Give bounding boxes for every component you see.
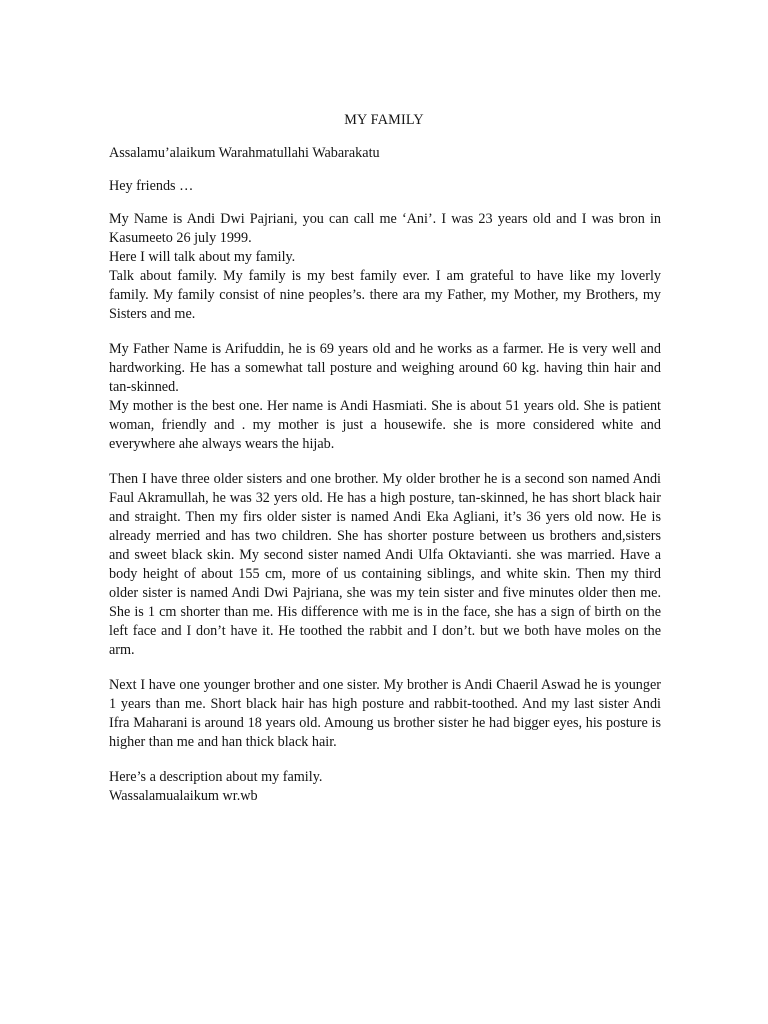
closing-paragraph: Here’s a description about my family. — [109, 769, 323, 785]
paragraph-gap — [109, 196, 661, 210]
paragraph-gap — [109, 454, 661, 470]
paragraph-gap — [109, 660, 661, 676]
intro-paragraph: My Name is Andi Dwi Pajriani, you can call me ‘Ani’. I was 23 years old and I was bron in Kasumeeto 26 july 1999. — [109, 211, 661, 246]
document-title: MY FAMILY — [344, 112, 424, 128]
mother-paragraph: My mother is the best one. Her name is Andi Hasmiati. She is about 51 years old. She is patient woman, friendly and . my mother is just a housewife. she is more considered white and everywhere ahe always wears the hijab. — [109, 398, 661, 452]
younger-siblings-paragraph: Next I have one younger brother and one sister. My brother is Andi Chaeril Aswad he is younger 1 years than me. Short black hair has high posture and rabbit-toothed. And my last sister Andi Ifra Maharani is around 18 years old. Amoung us brother sister he had bigger eyes, his posture is higher than me and han thick black hair. — [109, 677, 661, 750]
siblings-paragraph: Then I have three older sisters and one brother. My older brother he is a second son named Andi Faul Akramullah, he was 32 yers old. He has a high posture, tan-skinned, he has short black hair and straight. Then my firs older sister is named Andi Eka Agliani, it’s 36 yers old now. He is already merried and has two children. She has shorter posture between us brothers and,sisters and sweet black skin. My second sister named Andi Ulfa Oktavianti. she was married. Have a body height of about 155 cm, more of us containing siblings, and white skin. Then my third older sister is named Andi Dwi Pajriana, she was my tein sister and five minutes older then me. She is 1 cm shorter than me. His difference with me is in the face, she has a sign of birth on the left face and I don’t have it. He toothed the rabbit and I don’t. but we both have moles on the arm. — [109, 471, 661, 658]
document-body — [109, 144, 661, 806]
salutation-paragraph: Hey friends … — [109, 178, 194, 194]
paragraph-gap — [109, 163, 661, 177]
paragraph-gap — [109, 324, 661, 340]
paragraph-gap — [109, 752, 661, 768]
father-paragraph: My Father Name is Arifuddin, he is 69 years old and he works as a farmer. He is very well and hardworking. He has a somewhat tall posture and weighing around 60 kg. having thin hair and tan-skinned. — [109, 341, 661, 395]
greeting-paragraph: Assalamu’alaikum Warahmatullahi Wabarakatu — [109, 145, 380, 161]
intro-paragraph: Here I will talk about my family. — [109, 249, 296, 265]
intro-paragraph: Talk about family. My family is my best family ever. I am grateful to have like my loverly family. My family consist of nine peoples’s. there ara my Father, my Mother, my Brothers, my Sisters and me. — [109, 268, 661, 322]
closing-paragraph: Wassalamualaikum wr.wb — [109, 788, 258, 804]
